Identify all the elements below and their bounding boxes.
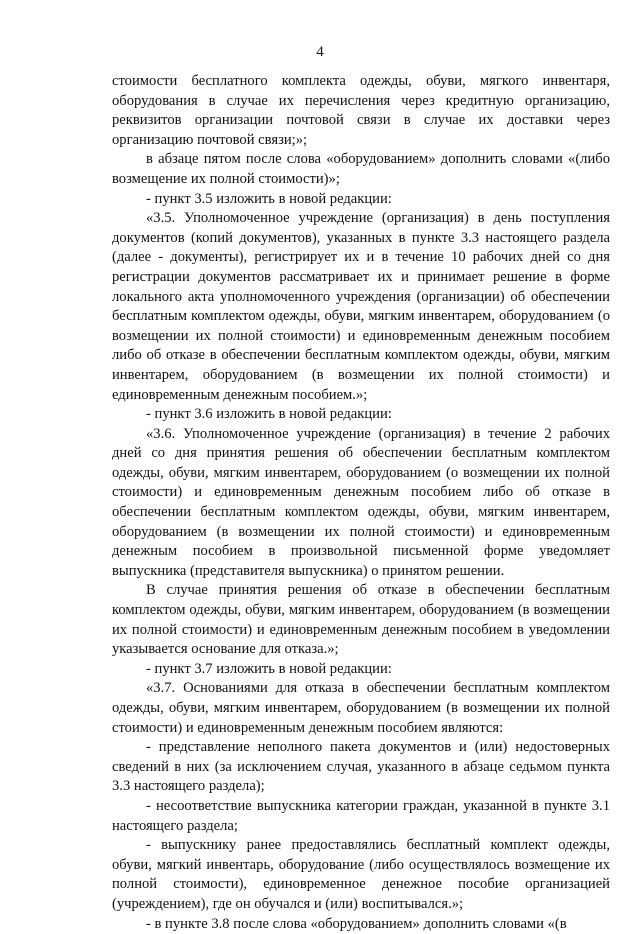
document-body [112, 72, 610, 934]
paragraph: - несоответствие выпускника категории граждан, указанной в пункте 3.1 настоящего раздела; [112, 797, 610, 834]
paragraph: - выпускнику ранее предоставлялись бесплатный комплект одежды, обуви, мягкий инвентарь, оборудование (либо осуществлялось возмещение их полной стоимости), единовременное денежное пособие организацией (учреждением), где он обучался и (или) воспитывался.»; [112, 837, 610, 912]
paragraph: «3.5. Уполномоченное учреждение (организация) в день поступления документов (копий документов), указанных в пункте 3.3 настоящего раздела (далее - документы), регистрирует их и в течение 10 рабочих дней со дня регистрации документов рассматривает их и принимает решение в форме локального акта уполномоченного учреждения (организации) об обеспечении бесплатным комплектом одежды, обуви, мягким инвентарем, оборудованием (о возмещении их полной стоимости) и единовременным денежным пособием либо об отказе в обеспечении бесплатным комплектом одежды, обуви, мягким инвентарем, оборудованием (в возмещении их полной стоимости) и единовременным денежным пособием.»; [112, 210, 610, 403]
paragraph: «3.7. Основаниями для отказа в обеспечении бесплатным комплектом одежды, обуви, мягким инвентарем, оборудованием (в возмещении их полной стоимости) и единовременным денежным пособием являются: [112, 680, 610, 736]
page-number: 4 [316, 44, 324, 60]
paragraph: в абзаце пятом после слова «оборудованием» дополнить словами «(либо возмещение их полной стоимости)»; [112, 151, 610, 187]
paragraph: - пункт 3.5 изложить в новой редакции: [146, 190, 392, 207]
paragraph: - представление неполного пакета документов и (или) недостоверных сведений в них (за исключением случая, указанного в абзаце седьмом пункта 3.3 настоящего раздела); [112, 739, 610, 795]
paragraph: - пункт 3.7 изложить в новой редакции: [146, 660, 392, 677]
paragraph: - в пункте 3.8 после слова «оборудованием» дополнить словами «(в [146, 915, 567, 932]
paragraph: В случае принятия решения об отказе в обеспечении бесплатным комплектом одежды, обуви, мягким инвентарем, оборудованием (в возмещении их полной стоимости) и единовременным денежным пособием в уведомлении указывается основание для отказа.»; [112, 582, 610, 658]
paragraph: - пункт 3.6 изложить в новой редакции: [146, 406, 392, 423]
paragraph: стоимости бесплатного комплекта одежды, обуви, мягкого инвентаря, оборудования в случае их перечисления через кредитную организацию, реквизитов организации почтовой связи в случае их доставки через организацию почтовой связи;»; [112, 73, 610, 148]
paragraph: «3.6. Уполномоченное учреждение (организация) в течение 2 рабочих дней со дня принятия решения об обеспечении бесплатным комплектом одежды, обуви, мягким инвентарем, оборудованием (о возмещении их полной стоимости) и единовременным денежным пособием либо об отказе в обеспечении бесплатным комплектом одежды, обуви, мягким инвентарем, оборудованием (в возмещении их полной стоимости) и единовременным денежным пособием в произвольной письменной форме уведомляет выпускника (представителя выпускника) о принятом решении. [112, 425, 610, 579]
